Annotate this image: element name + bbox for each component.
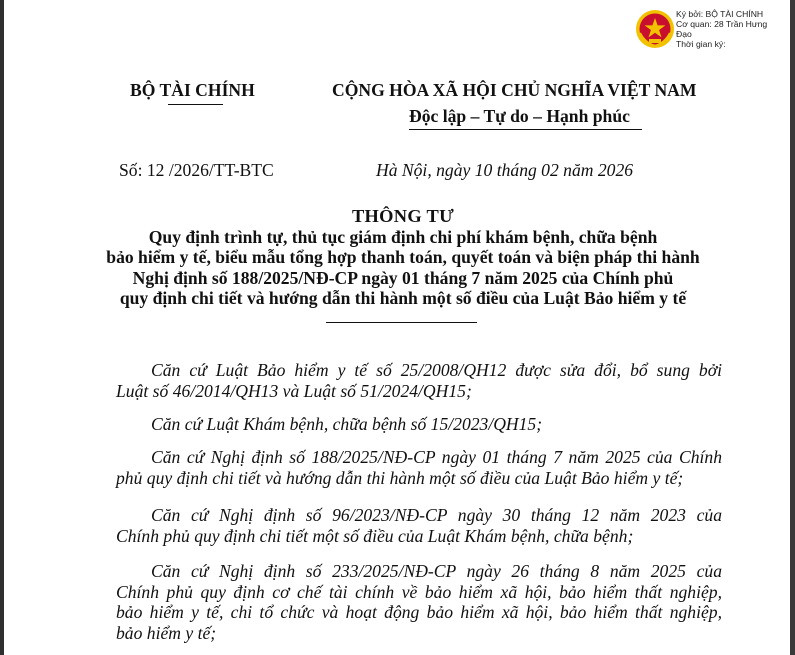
- national-emblem-icon: [635, 9, 675, 49]
- paragraph-line: phủ quy định chi tiết và hướng dẫn thi hành một số điều của Luật Bảo hiểm y tế;: [116, 467, 684, 488]
- national-motto: Độc lập – Tự do – Hạnh phúc: [409, 106, 630, 126]
- legal-basis-paragraph: [116, 414, 722, 435]
- document-page: [4, 0, 790, 655]
- document-title: [64, 206, 742, 309]
- signing-time: Thời gian ký:: [676, 39, 726, 49]
- paragraph-line: Căn cứ Nghị định số 233/2025/NĐ-CP ngày 26 tháng 8 năm 2025 của: [151, 561, 722, 581]
- place-and-date: Hà Nội, ngày 10 tháng 02 năm 2026: [376, 160, 634, 180]
- legal-basis-paragraph: [116, 360, 722, 401]
- signed-by: Ký bởi: BỘ TÀI CHÍNH: [676, 9, 764, 19]
- legal-basis-paragraph: [116, 561, 722, 643]
- title-line: Nghị định số 188/2025/NĐ-CP ngày 01 tháng 7 năm 2025 của Chính phủ: [132, 267, 674, 288]
- legal-basis-paragraph: [116, 447, 722, 488]
- title-underline: [326, 322, 477, 323]
- paragraph-line: bảo hiểm y tế, chi tổ chức và hoạt động bảo hiểm xã hội, bảo hiểm thất nghiệp,: [116, 602, 722, 623]
- paragraph-line: Căn cứ Luật Bảo hiểm y tế số 25/2008/QH12 được sửa đổi, bổ sung bởi: [151, 360, 722, 380]
- paragraph-line: Luật số 46/2014/QH13 và Luật số 51/2024/QH15;: [116, 380, 472, 401]
- digital-signature-info: [676, 9, 767, 49]
- title-line: Quy định trình tự, thủ tục giám định chi phí khám bệnh, chữa bệnh: [148, 226, 658, 247]
- paragraph-line: Chính phủ quy định chi tiết một số điều của Luật Khám bệnh, chữa bệnh;: [116, 525, 634, 546]
- country-name: CỘNG HÒA XÃ HỘI CHỦ NGHĨA VIỆT NAM: [332, 80, 697, 100]
- motto-underline: [409, 129, 642, 130]
- paragraph-line: Chính phủ quy định cơ chế tài chính về bảo hiểm xã hội, bảo hiểm thất nghiệp,: [116, 581, 722, 602]
- title-line: bảo hiểm y tế, biểu mẫu tổng hợp thanh toán, quyết toán và biện pháp thi hành: [106, 247, 700, 267]
- document-type: THÔNG TƯ: [351, 206, 455, 226]
- paragraph-line: Căn cứ Nghị định số 96/2023/NĐ-CP ngày 30 tháng 12 năm 2023 của: [151, 505, 722, 525]
- signing-agency: Cơ quan: 28 Trần Hưng: [676, 19, 768, 29]
- ministry-name: BỘ TÀI CHÍNH: [130, 80, 255, 100]
- document-number: Số: 12 /2026/TT-BTC: [119, 160, 274, 180]
- paragraph-line: bảo hiểm y tế;: [116, 622, 217, 643]
- ministry-underline: [168, 104, 223, 105]
- signing-agency-cont: Đạo: [676, 29, 692, 39]
- viewer-frame-right: [790, 0, 795, 655]
- title-line: quy định chi tiết và hướng dẫn thi hành một số điều của Luật Bảo hiểm y tế: [119, 288, 687, 308]
- paragraph-line: Căn cứ Luật Khám bệnh, chữa bệnh số 15/2023/QH15;: [151, 414, 543, 434]
- legal-basis-paragraph: [116, 505, 722, 546]
- paragraph-line: Căn cứ Nghị định số 188/2025/NĐ-CP ngày 01 tháng 7 năm 2025 của Chính: [151, 447, 722, 467]
